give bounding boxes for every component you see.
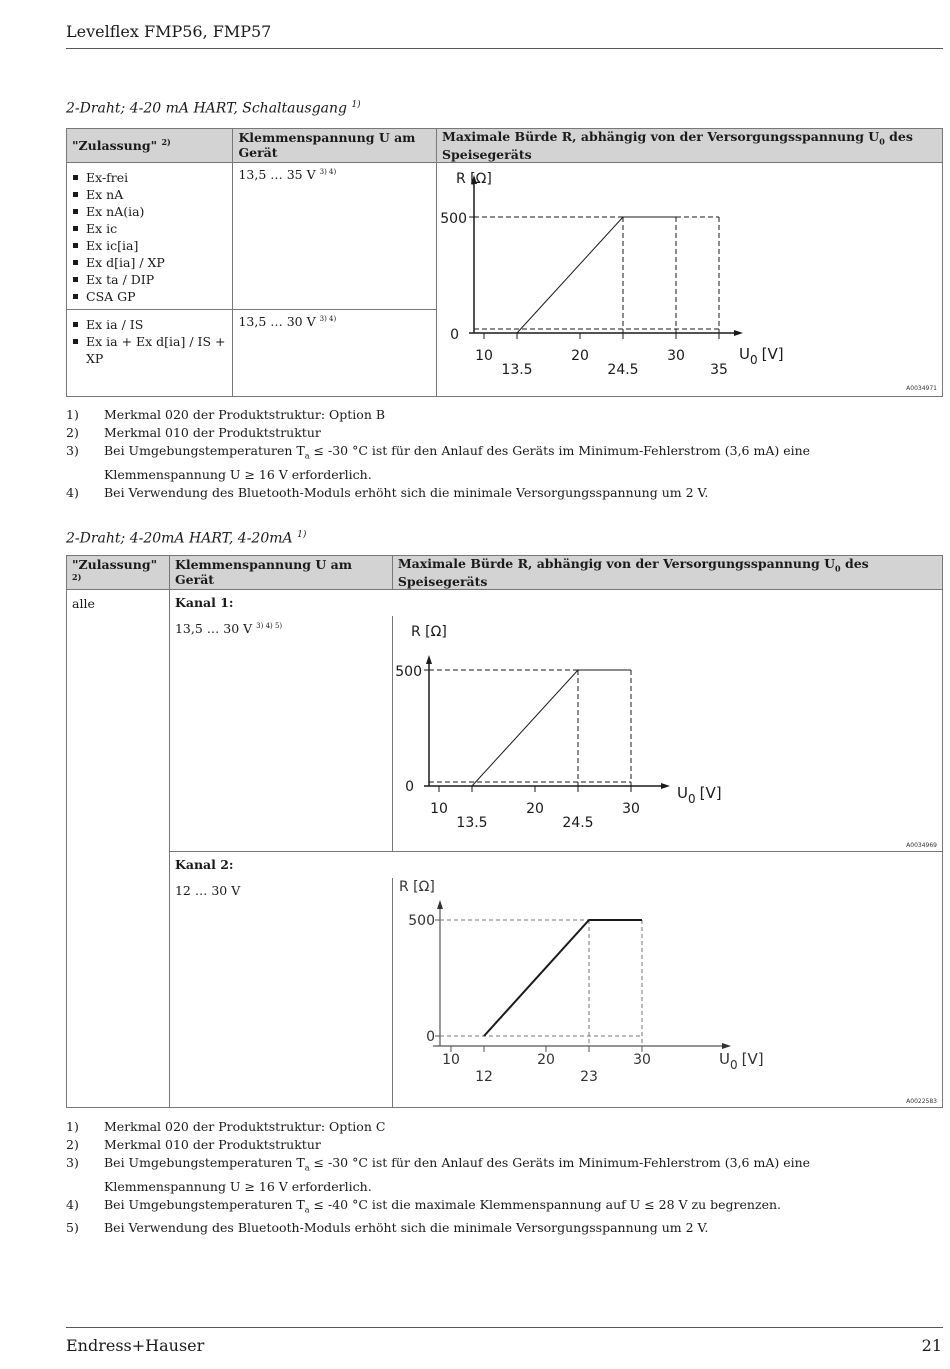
col3-label: Maximale Bürde R, abhängig von der Versorgungsspannung U bbox=[397, 556, 836, 571]
footnote-text-part: ≤ -30 °C ist für den Anlauf des Geräts im Minimum-Fehlerstrom (3,6 mA) eine Klemmenspannung U ≥ 16 V erforderlich. bbox=[104, 443, 811, 482]
y-axis-arrow bbox=[426, 655, 432, 664]
dashed-guides bbox=[474, 217, 719, 333]
x-tick-label-20: 20 bbox=[526, 800, 544, 817]
section1-header-row bbox=[67, 129, 943, 163]
x-tick-label-10: 10 bbox=[430, 800, 448, 817]
section1-diagram-cell bbox=[436, 162, 942, 396]
section2-title bbox=[66, 530, 306, 547]
approval-item: Ex ic[ia] bbox=[72, 237, 232, 254]
x-tick-label-30: 30 bbox=[622, 800, 640, 817]
section1-row1-voltage bbox=[233, 162, 437, 309]
x-tick-label-13-5: 13.5 bbox=[456, 814, 488, 831]
approval-item: Ex ic bbox=[72, 220, 232, 237]
footnote-number: 3) bbox=[66, 443, 79, 458]
voltage-value: 13,5 … 30 V bbox=[238, 313, 316, 329]
footnote bbox=[66, 1196, 926, 1220]
section2-header-row bbox=[67, 556, 943, 590]
approval-list bbox=[67, 316, 232, 367]
section1-title-ref: 1) bbox=[351, 100, 361, 110]
footnote-text bbox=[104, 1196, 781, 1220]
col3-label-end: des Speisegeräts bbox=[397, 556, 869, 589]
approval-item: Ex nA bbox=[72, 186, 232, 203]
footnote bbox=[66, 442, 926, 484]
x-axis-label: $U_0$ [V] bbox=[738, 344, 784, 367]
y-tick-label-500: 500 bbox=[440, 210, 467, 227]
section2-row-channel2 bbox=[67, 851, 943, 1107]
x-tick-label-13-5: 13.5 bbox=[501, 361, 533, 378]
dashed-guides bbox=[440, 920, 642, 1046]
footnote-number: 1) bbox=[66, 407, 79, 422]
section1-table bbox=[66, 128, 943, 397]
footnote-text: Merkmal 010 der Produktstruktur bbox=[104, 1137, 321, 1152]
y-tick-label-0: 0 bbox=[405, 778, 414, 795]
footnote-text: Merkmal 020 der Produktstruktur: Option C bbox=[104, 1119, 386, 1134]
footnote-number: 2) bbox=[66, 1137, 79, 1152]
footnote-text bbox=[104, 442, 926, 484]
footnote-number: 1) bbox=[66, 1119, 79, 1134]
footnote-text-part: ≤ -40 °C ist die maximale Klemmenspannung auf U ≤ 28 V zu begrenzen. bbox=[309, 1196, 781, 1212]
footnote-text: Bei Verwendung des Bluetooth-Moduls erhöht sich die minimale Versorgungsspannung um 2 V. bbox=[104, 484, 709, 500]
footnote-text-part: Bei Umgebungstemperaturen T bbox=[104, 1196, 305, 1212]
section1-footnotes bbox=[66, 406, 926, 502]
footnote-text-part: a bbox=[304, 1163, 310, 1173]
channel1-label: Kanal 1: bbox=[174, 594, 234, 610]
footnote-number: 2) bbox=[66, 425, 79, 440]
section1-col-approval bbox=[67, 129, 233, 163]
section1-row2-voltage bbox=[233, 309, 437, 396]
section2-title-text: 2-Draht; 4-20mA HART, 4-20mA bbox=[66, 530, 293, 547]
footnote-number: 4) bbox=[66, 1196, 79, 1212]
figure-code: A0034971 bbox=[906, 384, 937, 392]
footnote-text: Merkmal 010 der Produktstruktur bbox=[104, 425, 321, 440]
footer-rule bbox=[66, 1327, 943, 1328]
section2-footnotes bbox=[66, 1118, 926, 1237]
footnote-text bbox=[104, 1154, 926, 1196]
x-tick-label-10: 10 bbox=[475, 347, 493, 364]
col1-label: "Zulassung" bbox=[72, 138, 158, 154]
col3-label: Maximale Bürde R, abhängig von der Versorgungsspannung U bbox=[441, 129, 880, 144]
footnote bbox=[66, 1136, 926, 1154]
footnote-text-part: Bei Umgebungstemperaturen T bbox=[104, 1155, 305, 1170]
y-axis-label: R [Ω] bbox=[398, 878, 435, 895]
section2-title-ref: 1) bbox=[297, 530, 307, 540]
section1-title-text: 2-Draht; 4-20 mA HART, Schaltausgang bbox=[66, 100, 347, 117]
channel1-voltage bbox=[175, 621, 282, 636]
x-axis-arrow bbox=[661, 783, 670, 789]
channel2-label: Kanal 2: bbox=[174, 856, 234, 872]
load-diagram-3 bbox=[393, 878, 941, 1108]
header-title: Levelflex FMP56, FMP57 bbox=[66, 22, 272, 41]
approval-item: Ex-frei bbox=[72, 169, 232, 186]
col1-label: "Zulassung" bbox=[72, 556, 158, 572]
channel2-cell bbox=[169, 851, 942, 1107]
footnote-number: 4) bbox=[66, 484, 79, 500]
footnote-number: 5) bbox=[66, 1220, 79, 1235]
x-tick-label-20: 20 bbox=[537, 1051, 555, 1068]
approval-item: CSA GP bbox=[72, 288, 232, 305]
y-axis-label: R [Ω] bbox=[455, 170, 492, 187]
footnote bbox=[66, 406, 926, 424]
figure-code: A0022583 bbox=[906, 1097, 937, 1105]
section2-approval-cell: alle bbox=[67, 589, 170, 1107]
section2-table bbox=[66, 555, 943, 1108]
section1-col-load bbox=[436, 129, 942, 163]
channel1-cell bbox=[169, 589, 942, 851]
y-tick-label-0: 0 bbox=[426, 1028, 435, 1045]
footnote-number: 3) bbox=[66, 1155, 79, 1170]
section1-row2-approvals bbox=[67, 309, 233, 396]
section2-row-channel1 bbox=[67, 589, 943, 851]
section1-row1 bbox=[67, 162, 943, 309]
page-number: 21 bbox=[921, 1336, 942, 1355]
col3-sub: 0 bbox=[835, 563, 841, 574]
x-tick-label-23: 23 bbox=[580, 1068, 598, 1085]
x-tick-label-10: 10 bbox=[442, 1051, 460, 1068]
approval-item: Ex d[ia] / XP bbox=[72, 254, 232, 271]
load-diagram-1 bbox=[437, 163, 942, 395]
section1-col-voltage: Klemmenspannung U am Gerät bbox=[233, 129, 437, 163]
section2-col-voltage: Klemmenspannung U am Gerät bbox=[169, 556, 392, 590]
section1-title bbox=[66, 100, 361, 117]
footnote bbox=[66, 1118, 926, 1136]
voltage-ref: 3) 4) 5) bbox=[256, 621, 283, 630]
x-tick-label-12: 12 bbox=[475, 1068, 493, 1085]
approval-list bbox=[67, 169, 232, 305]
channel2-voltage: 12 … 30 V bbox=[174, 882, 241, 898]
approval-item: Ex ia / IS bbox=[72, 316, 232, 333]
footnote bbox=[66, 424, 926, 442]
x-tick-label-20: 20 bbox=[571, 347, 589, 364]
section2-col-approval bbox=[67, 556, 170, 590]
footnote-text: Bei Verwendung des Bluetooth-Moduls erhöht sich die minimale Versorgungsspannung um 2 V. bbox=[104, 1220, 709, 1235]
col1-ref: 2) bbox=[161, 137, 171, 148]
x-axis-label: $U_0$ [V] bbox=[676, 783, 722, 806]
x-axis-arrow bbox=[722, 1043, 731, 1049]
approval-item: Ex ia + Ex d[ia] / IS + XP bbox=[72, 333, 232, 367]
x-tick-label-24-5: 24.5 bbox=[562, 814, 594, 831]
footnote bbox=[66, 1219, 926, 1237]
x-axis-label: $U_0$ [V] bbox=[718, 1049, 764, 1072]
footnote-text-part: Bei Umgebungstemperaturen T bbox=[104, 443, 305, 458]
footnote-text-part: a bbox=[304, 451, 310, 461]
y-tick-label-0: 0 bbox=[450, 326, 459, 343]
voltage-value: 13,5 … 30 V bbox=[174, 620, 253, 636]
header-rule bbox=[66, 48, 943, 49]
x-tick-label-30: 30 bbox=[667, 347, 685, 364]
voltage-ref: 3) 4) bbox=[319, 167, 337, 176]
figure-code: A0034969 bbox=[906, 841, 937, 849]
load-line bbox=[484, 920, 642, 1036]
x-tick-label-30: 30 bbox=[633, 1051, 651, 1068]
x-tick-label-35: 35 bbox=[710, 361, 728, 378]
section1-row1-approvals bbox=[67, 162, 233, 309]
y-tick-label-500: 500 bbox=[408, 912, 435, 929]
load-diagram-2 bbox=[393, 616, 941, 852]
approval-item: Ex nA(ia) bbox=[72, 203, 232, 220]
voltage-ref: 3) 4) bbox=[319, 314, 337, 323]
x-tick-label-24-5: 24.5 bbox=[607, 361, 639, 378]
footer-company: Endress+Hauser bbox=[66, 1336, 205, 1355]
y-axis-label: R [Ω] bbox=[410, 623, 447, 640]
footnote bbox=[66, 484, 926, 502]
load-line bbox=[517, 217, 676, 333]
load-line bbox=[472, 670, 631, 786]
footnote bbox=[66, 1154, 926, 1196]
footnote-text-part: a bbox=[304, 1205, 310, 1214]
approval-item: Ex ta / DIP bbox=[72, 271, 232, 288]
x-axis-arrow bbox=[734, 330, 743, 336]
col1-ref: 2) bbox=[72, 571, 82, 582]
section2-col-load bbox=[392, 556, 942, 590]
footnote-text-part: ≤ -30 °C ist für den Anlauf des Geräts im Minimum-Fehlerstrom (3,6 mA) eine Klemmenspannung U ≥ 16 V erforderlich. bbox=[104, 1155, 811, 1194]
col3-label-end: des Speisegeräts bbox=[441, 129, 913, 162]
y-tick-label-500: 500 bbox=[395, 663, 422, 680]
footnote-text: Merkmal 020 der Produktstruktur: Option B bbox=[104, 407, 386, 422]
col3-sub: 0 bbox=[879, 136, 885, 147]
y-axis-arrow bbox=[437, 900, 443, 909]
dashed-guides bbox=[429, 670, 631, 786]
voltage-value: 13,5 … 35 V bbox=[238, 166, 316, 182]
